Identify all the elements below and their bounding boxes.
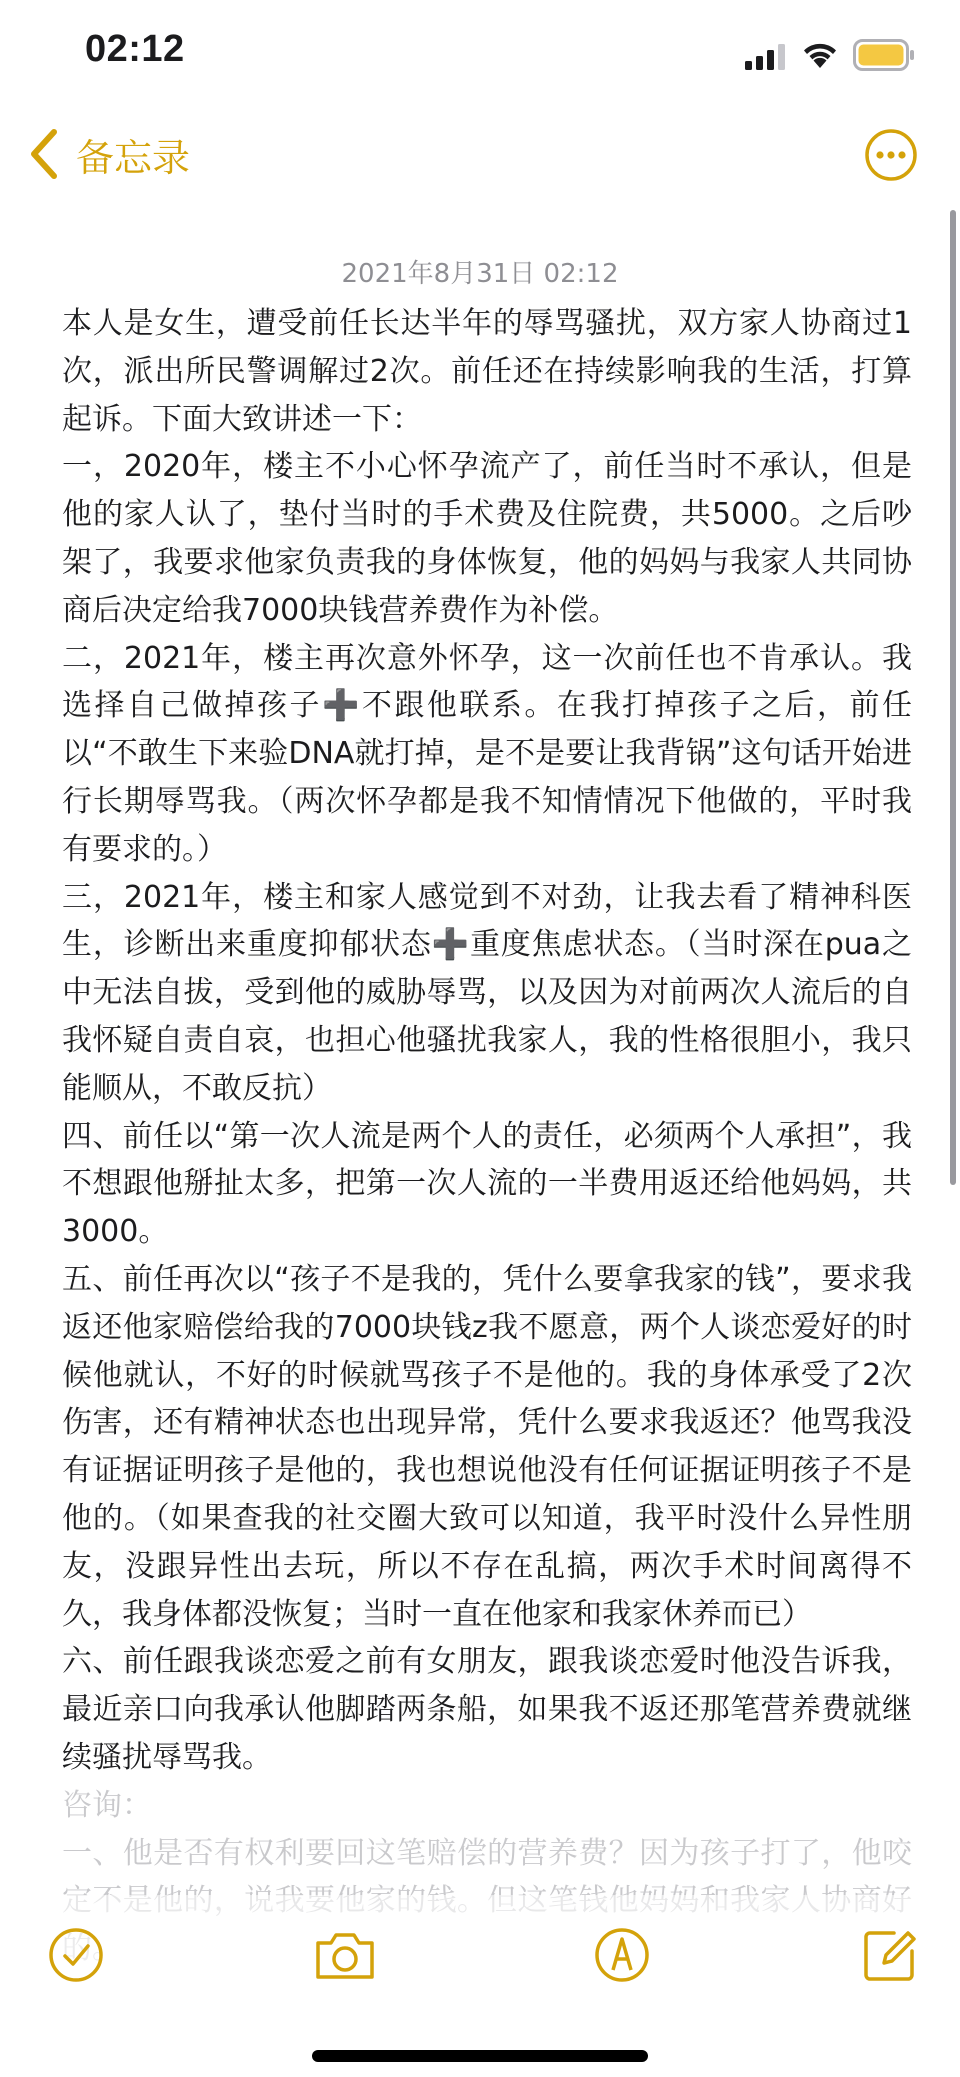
chevron-left-icon bbox=[28, 128, 60, 180]
note-paragraph: 三，2021年，楼主和家人感觉到不对劲，让我去看了精神科医生，诊断出来重度抑郁状态➕重度焦虑状态。（当时深在pua之中无法自拔，受到他的威胁辱骂，以及因为对前两次人流后的自我怀疑自责自哀，也担心他骚扰我家人，我的性格很胆小，我只能顺从，不敢反抗） bbox=[62, 879, 912, 1106]
note-paragraph: 五、前任再次以“孩子不是我的，凭什么要拿我家的钱”，要求我返还他家赔偿给我的7000块钱z我不愿意，两个人谈恋爱好的时候他就认，不好的时候就骂孩子不是他的。我的身体承受了2次伤害，还有精神状态也出现异常，凭什么要求我返还？他骂我没有证据证明孩子是他的，我也想说他没有任何证据证明孩子不是他的。（如果查我的社交圈大致可以知道，我平时没什么异性朋友，没跟异性出去玩，所以不存在乱搞，两次手术时间离得不久，我身体都没恢复；当时一直在他家和我家休养而已） bbox=[62, 1261, 912, 1632]
status-bar bbox=[0, 0, 960, 110]
note-paragraph: 一、他是否有权利要回这笔赔偿的营养费？因为孩子打了，他咬 bbox=[62, 1835, 912, 1871]
wifi-icon bbox=[802, 40, 838, 70]
checklist-icon bbox=[46, 1925, 106, 1985]
camera-icon bbox=[312, 1925, 378, 1985]
markup-icon bbox=[592, 1925, 652, 1985]
more-options-icon[interactable] bbox=[864, 128, 918, 182]
compose-icon bbox=[860, 1925, 920, 1985]
camera-button[interactable] bbox=[312, 1925, 378, 1985]
scrollbar[interactable] bbox=[950, 210, 956, 1185]
note-paragraph: 二，2021年，楼主再次意外怀孕，这一次前任也不肯承认。我选择自己做掉孩子➕不跟他联系。在我打掉孩子之后，前任以“不敢生下来验DNA就打掉，是不是要让我背锅”这句话开始进行长期辱骂我。（两次怀孕都是我不知情情况下他做的，平时我有要求的。） bbox=[62, 640, 912, 867]
note-date: 2021年8月31日 02:12 bbox=[341, 259, 619, 289]
bottom-toolbar bbox=[0, 1925, 960, 2015]
back-label: 备忘录 bbox=[76, 135, 191, 180]
note-paragraph: 咨询： bbox=[62, 1787, 152, 1823]
note-paragraph: 一，2020年，楼主不小心怀孕流产了，前任当时不承认，但是他的家人认了，垫付当时的手术费及住院费，共5000。之后吵架了，我要求他家负责我的身体恢复，他的妈妈与我家人共同协商后决定给我7000块钱营养费作为补偿。 bbox=[62, 449, 912, 628]
note-paragraph: 本人是女生，遭受前任长达半年的辱骂骚扰，双方家人协商过1次，派出所民警调解过2次。前任还在持续影响我的生活，打算起诉。下面大致讲述一下： bbox=[62, 306, 912, 437]
status-time: 02:12 bbox=[85, 28, 185, 70]
home-indicator[interactable] bbox=[312, 2050, 648, 2062]
note-paragraph: 六、前任跟我谈恋爱之前有女朋友，跟我谈恋爱时他没告诉我，最近亲口向我承认他脚踏两条船，如果我不返还那笔营养费就继续骚扰辱骂我。 bbox=[62, 1644, 912, 1775]
cellular-signal-icon bbox=[745, 44, 789, 70]
battery-icon bbox=[853, 39, 915, 71]
back-button[interactable] bbox=[28, 122, 190, 186]
note-body[interactable] bbox=[62, 300, 912, 1973]
compose-button[interactable] bbox=[860, 1925, 920, 1985]
checklist-button[interactable] bbox=[46, 1925, 106, 1985]
markup-button[interactable] bbox=[592, 1925, 652, 1985]
note-paragraph: 四、前任以“第一次人流是两个人的责任，必须两个人承担”，我不想跟他掰扯太多，把第一次人流的一半费用返还给他妈妈，共3000。 bbox=[62, 1118, 912, 1250]
